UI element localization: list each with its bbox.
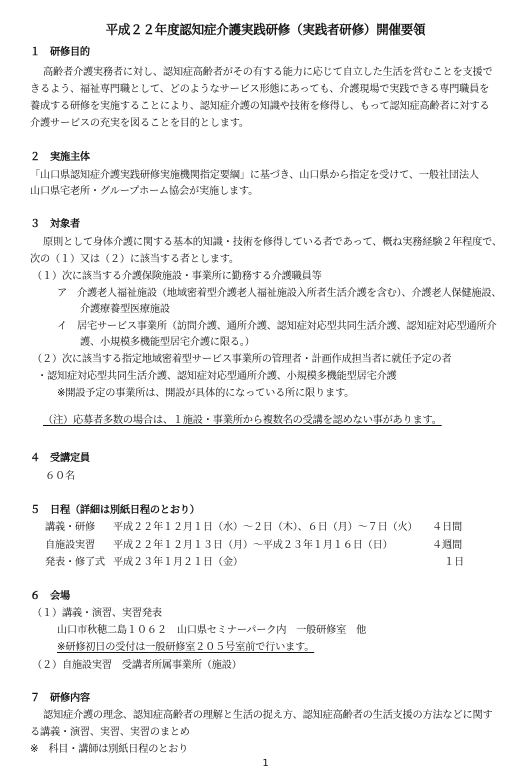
schedule-duration: ４週間 xyxy=(432,540,462,551)
venue-item-1: （１）講義・演習、実習発表 xyxy=(32,608,162,619)
section-7-heading: ７ 研修内容 xyxy=(30,693,90,704)
section-3-item-1: （１）次に該当する介護保険施設・事業所に勤務する介護職員等 xyxy=(32,271,322,282)
section-3-item-a-cont: 介護療養型医療施設 xyxy=(80,304,170,315)
section-1-text: きるよう、福祉専門職として、どのようなサービス形態にあっても、介護現場で実践できる専門職員を xyxy=(30,84,490,95)
section-3-item-2: （２）次に該当する指定地域密着型サービス事業所の管理者・計画作成担当者に就任予定の者 xyxy=(32,354,452,365)
capacity-value: ６０名 xyxy=(45,471,75,482)
section-3-bullet: ・認知症対応型共同生活介護、認知症対応型通所介護、小規模多機能型居宅介護 xyxy=(37,371,397,382)
section-2-text: 山口県宅老所・グループホーム協会が実施します。 xyxy=(30,186,259,197)
schedule-dates: 平成２３年１月２１日（金） xyxy=(113,557,243,568)
schedule-dates: 平成２２年１２月１日（水）～２日（木）、６日（月）～７日（火） xyxy=(113,522,418,533)
section-3-item-b: イ 居宅サービス事業所（訪問介護、通所介護、認知症対応型共同生活介護、認知症対応型通所介 xyxy=(57,321,497,332)
section-6-heading: ６ 会場 xyxy=(30,591,70,602)
section-7-text: る講義・演習、実習、実習のまとめ xyxy=(30,727,190,738)
schedule-dates: 平成２２年１２月１３日（月）～平成２３年１月１６日（日） xyxy=(113,540,393,551)
schedule-duration: １日 xyxy=(444,557,464,568)
section-2-text: 「山口県認知症介護実践研修実施機関指定要綱」に基づき、山口県から指定を受けて、一般社団法人 xyxy=(30,170,479,181)
section-3-remark: ※開設予定の事業所は、開設が具体的になっている所に限ります。 xyxy=(57,388,355,399)
section-1-text: 介護サービスの充実を図ることを目的とします。 xyxy=(30,118,249,129)
section-1-heading: １ 研修目的 xyxy=(30,47,90,58)
section-3-note: （注）応募者多数の場合は、１施設・事業所から複数名の受講を認めない事があります。 xyxy=(43,415,442,426)
section-3-item-b-cont: 護、小規模多機能型居宅介護に限る。） xyxy=(80,337,255,348)
section-3-text: 次の（１）又は（２）に該当する者とします。 xyxy=(30,254,239,265)
section-7-text: 認知症介護の理念、認知症高齢者の理解と生活の捉え方、認知症高齢者の生活支援の方法などに関す xyxy=(43,710,493,721)
schedule-label: 自施設実習 xyxy=(45,540,95,551)
section-3-heading: ３ 対象者 xyxy=(30,219,80,230)
section-3-text: 原則として身体介護に関する基本的知識・技術を修得している者であって、概ね実務経験２年程度で、 xyxy=(43,237,502,248)
section-5-heading: ５ 日程（詳細は別紙日程のとおり） xyxy=(30,505,200,516)
schedule-duration: ４日間 xyxy=(432,522,462,533)
venue-item-2: （２）自施設実習 受講者所属事業所（施設） xyxy=(32,660,242,671)
section-1-text: 養成する研修を実施することにより、認知症介護の知識や技術を修得し、もって認知症高齢者に対する xyxy=(30,101,490,112)
section-1-text: 高齢者介護実務者に対し、認知症高齢者がその有する能力に応じて自立した生活を営むことを支援で xyxy=(43,67,493,78)
section-7-note: ※ 科目・講師は別紙日程のとおり xyxy=(30,744,189,755)
schedule-label: 講義・研修 xyxy=(45,522,95,533)
page-number: 1 xyxy=(262,758,269,769)
venue-reception-note: ※研修初日の受付は一般研修室２０５号室前で行います。 xyxy=(57,642,315,653)
schedule-label: 発表・修了式 xyxy=(45,557,105,568)
section-4-heading: ４ 受講定員 xyxy=(30,453,90,464)
section-2-heading: ２ 実施主体 xyxy=(30,152,90,163)
venue-address: 山口市秋穂二島１０６２ 山口県セミナーパーク内 一般研修室 他 xyxy=(57,625,367,636)
document-title: 平成２２年度認知症介護実践研修（実践者研修）開催要領 xyxy=(105,22,426,37)
section-3-item-a: ア 介護老人福祉施設（地域密着型介護老人福祉施設入所者生活介護を含む）、介護老人保健施設、 xyxy=(57,288,502,299)
